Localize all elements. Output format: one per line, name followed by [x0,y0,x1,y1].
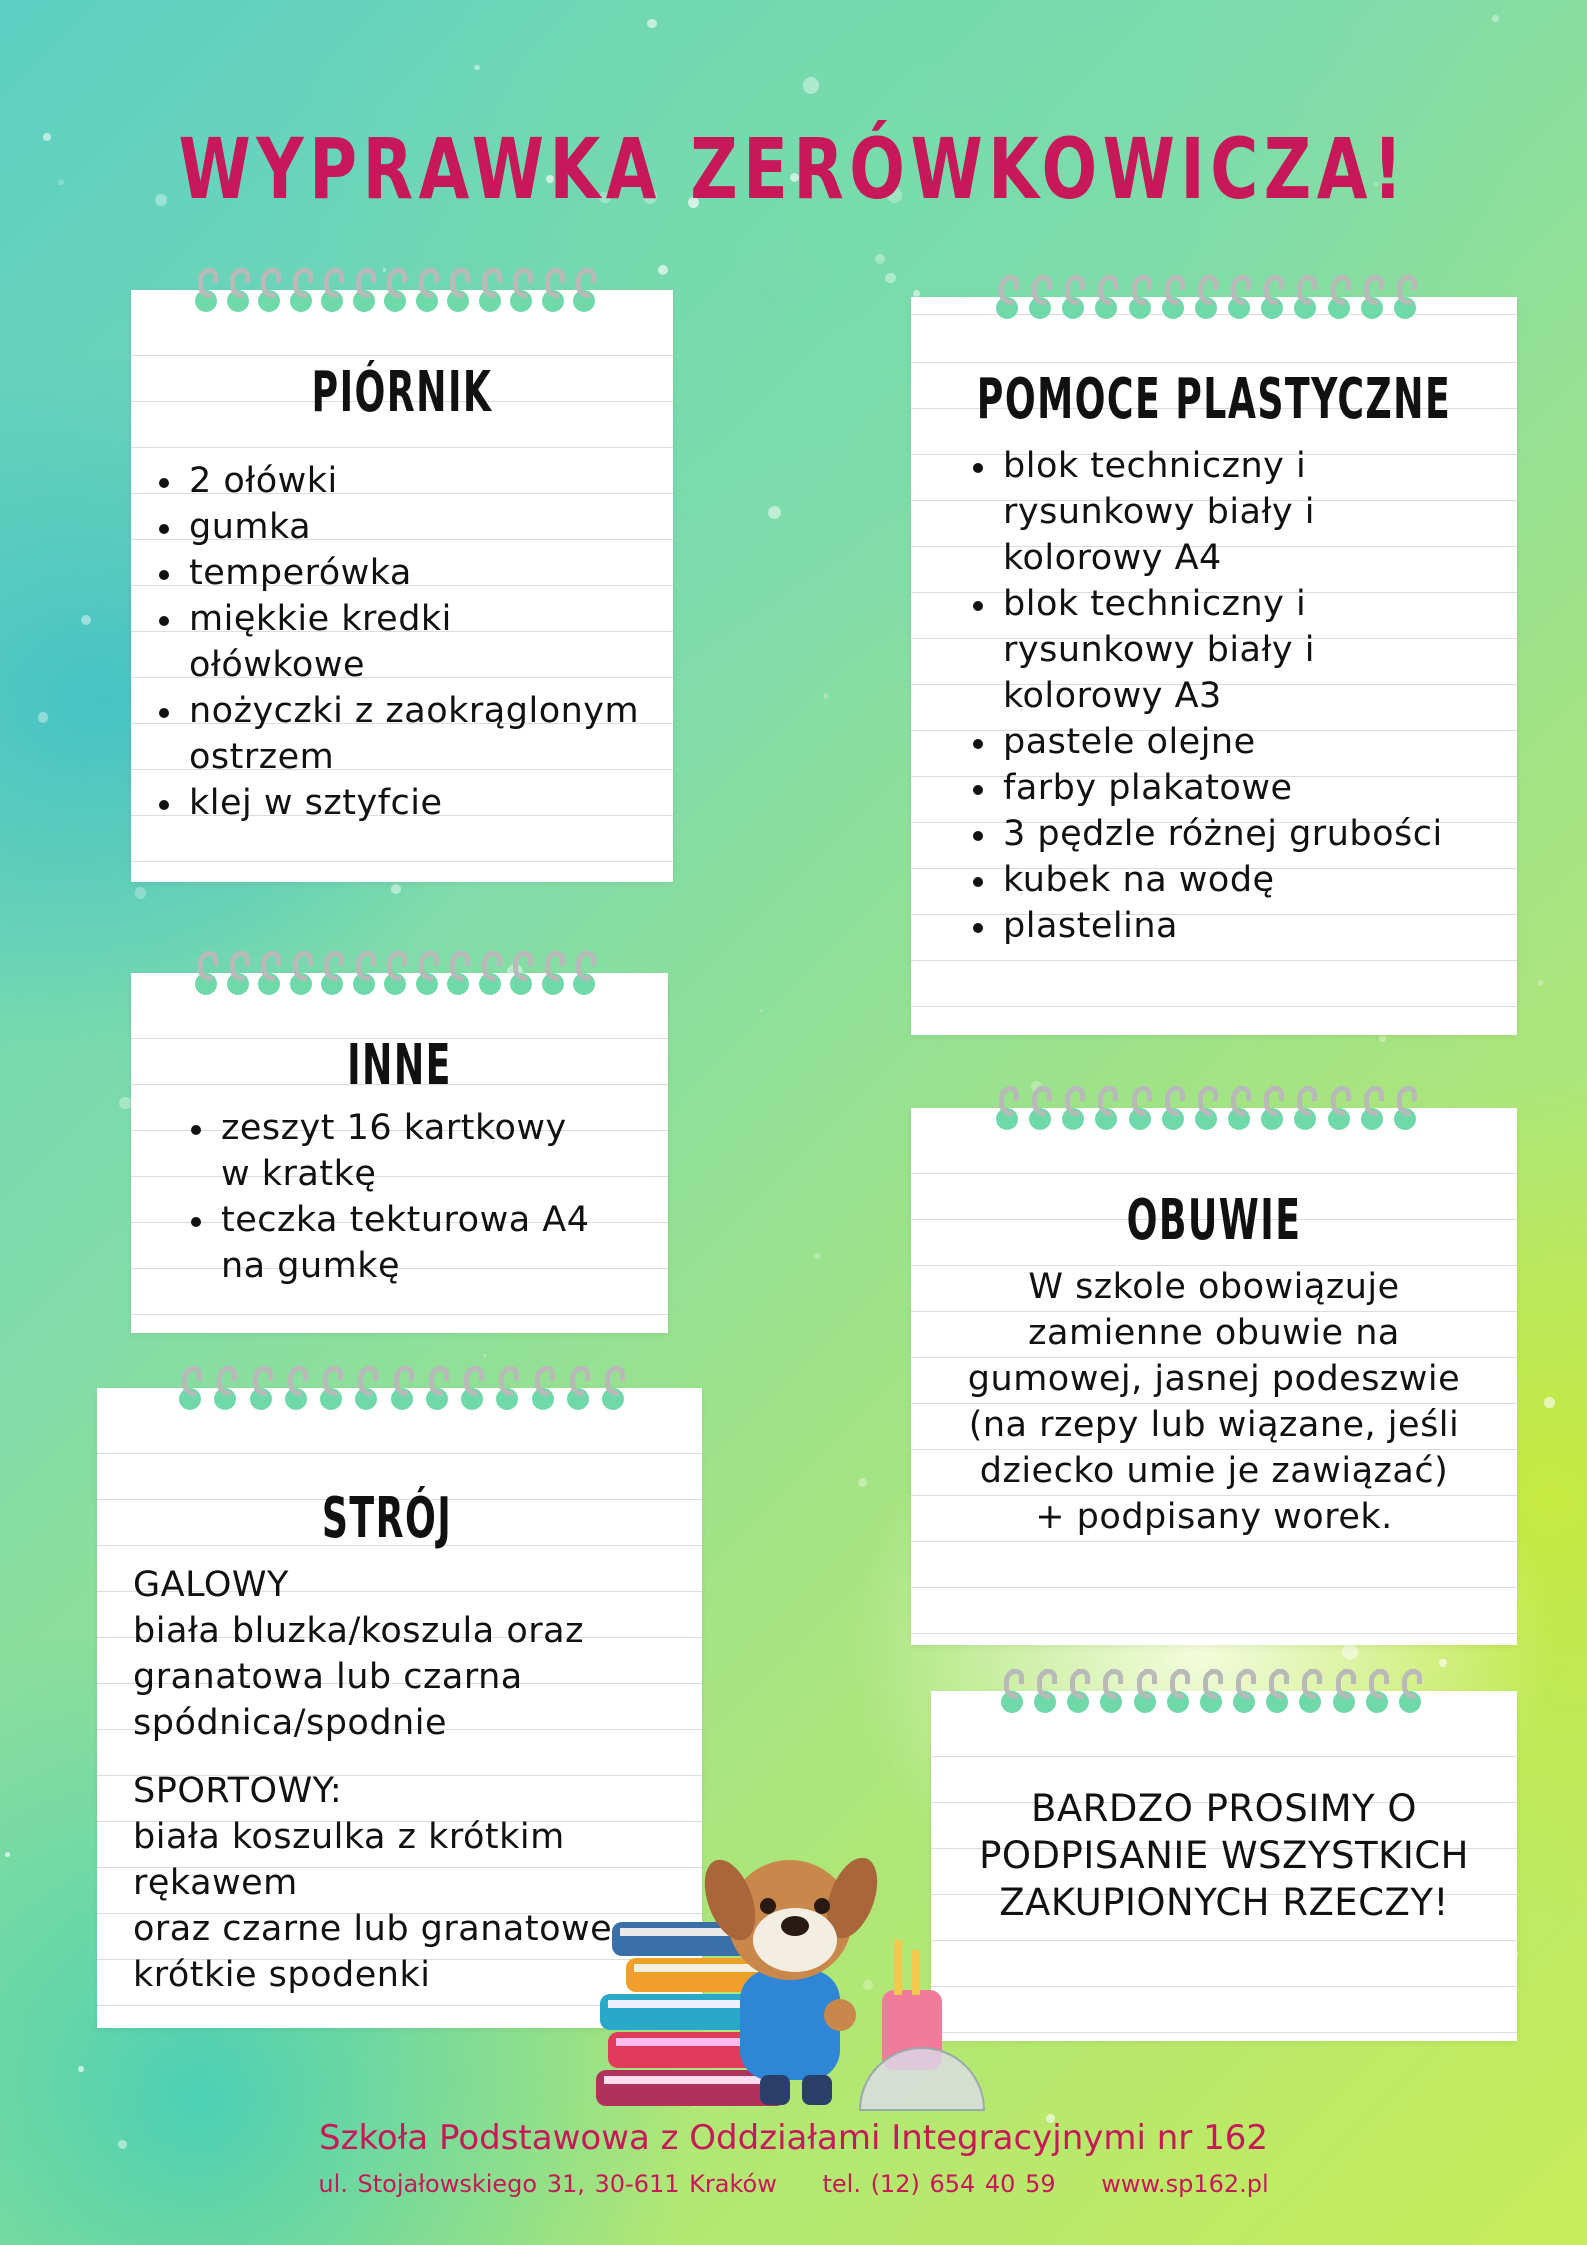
background-speck [78,2066,83,2071]
spiral-ring [1261,1086,1283,1130]
spiral-binding [1001,1669,1421,1713]
spiral-ring [1228,275,1250,319]
spiral-ring [479,268,501,312]
list-item: plastelina [969,903,1514,949]
spiral-ring [1361,1086,1383,1130]
spiral-ring [573,951,595,995]
spiral-ring [290,268,312,312]
spiral-binding [996,1086,1416,1130]
item-list [155,458,665,826]
card-heading: STRÓJ [321,1486,453,1551]
spiral-ring [1195,1086,1217,1130]
background-speck [1492,15,1499,22]
footer-school-name: Szkoła Podstawowa z Oddziałami Integracyjnymi nr 162 [319,2118,1268,2158]
background-speck [81,615,91,625]
spiral-ring [1029,1086,1051,1130]
galowy-label: GALOWY [133,1565,289,1605]
spiral-ring [214,1366,236,1410]
background-speck [1538,980,1543,985]
background-speck [119,1097,131,1109]
background-speck [1379,1036,1385,1042]
page-title: WYPRAWKA ZERÓWKOWICZA! [178,120,1409,218]
spiral-ring [1129,1086,1151,1130]
background-speck [875,254,885,264]
background-speck [474,65,480,71]
spiral-ring [496,1366,518,1410]
spiral-ring [510,951,532,995]
spiral-ring [250,1366,272,1410]
spiral-ring [195,951,217,995]
spiral-ring [285,1366,307,1410]
spiral-binding [179,1366,624,1410]
spiral-binding [195,268,595,312]
spiral-ring [195,268,217,312]
background-speck [1439,1659,1447,1667]
item-list [187,1105,607,1289]
spiral-ring [602,1366,624,1410]
background-speck [5,1852,10,1857]
spiral-ring [567,1366,589,1410]
spiral-ring [384,268,406,312]
spiral-ring [532,1366,554,1410]
spiral-ring [1361,275,1383,319]
spiral-ring [1162,275,1184,319]
spiral-ring [1062,1086,1084,1130]
background-speck [1544,1397,1555,1408]
spiral-ring [258,951,280,995]
list-item: klej w sztyfcie [155,780,665,826]
background-speck [658,265,668,275]
list-item: miękkie kredki ołówkowe [155,596,499,688]
list-item: temperówka [155,550,665,596]
footer-address: ul. Stojałowskiego 31, 30-611 Kraków [318,2170,777,2198]
spiral-ring [1129,275,1151,319]
spiral-ring [353,951,375,995]
spiral-ring [290,951,312,995]
request-text: BARDZO PROSIMY O PODPISANIE WSZYSTKICH ZAKUPIONYCH RZECZY! [979,1787,1469,1924]
spiral-ring [355,1366,377,1410]
background-speck [823,693,829,699]
spiral-ring [1261,275,1283,319]
spiral-ring [320,1366,342,1410]
card-heading: POMOCE PLASTYCZNE [976,367,1452,432]
sportowy-label: SPORTOWY: [133,1771,343,1811]
spiral-ring [1233,1669,1255,1713]
card-heading: INNE [347,1033,452,1098]
footer-phone: tel. (12) 654 40 59 [822,2170,1056,2198]
spiral-ring [996,1086,1018,1130]
spiral-ring [1034,1669,1056,1713]
spiral-ring [996,275,1018,319]
spiral-ring [416,268,438,312]
card-request [931,1691,1517,2041]
spiral-ring [227,951,249,995]
spiral-ring [479,951,501,995]
spiral-ring [227,268,249,312]
spiral-ring [447,951,469,995]
spiral-ring [447,268,469,312]
background-speck [858,1478,867,1487]
spiral-ring [461,1366,483,1410]
spiral-ring [1228,1086,1250,1130]
spiral-ring [391,1366,413,1410]
background-speck [768,506,781,519]
list-item: 2 ołówki [155,458,665,504]
background-speck [803,77,819,93]
spiral-binding [996,275,1416,319]
list-item: 3 pędzle różnej grubości [969,811,1514,857]
spiral-ring [1266,1669,1288,1713]
background-speck [814,1253,820,1259]
spiral-ring [1029,275,1051,319]
spiral-ring [353,268,375,312]
spiral-ring [1294,1086,1316,1130]
shoes-description: W szkole obowiązuje zamienne obuwie na gumowej, jasnej podeszwie (na rzepy lub wiązane, jeśli dziecko umie je zawiązać) + podpisany worek. [967,1267,1461,1537]
background-speck [391,884,401,894]
list-item: pastele olejne [969,719,1514,765]
spiral-ring [1062,275,1084,319]
sportowy-description: biała koszulka z krótkim rękawem [133,1817,565,1903]
galowy-description: biała bluzka/koszula oraz granatowa lub czarna spódnica/spodnie [133,1611,584,1743]
spiral-ring [1394,275,1416,319]
item-list [969,443,1514,949]
spiral-ring [1399,1669,1421,1713]
card-heading: OBUWIE [1126,1188,1302,1253]
spiral-ring [1366,1669,1388,1713]
background-speck [760,1009,763,1012]
list-item: gumka [155,504,665,550]
background-speck [58,180,63,185]
card-obuwie [911,1108,1517,1645]
spiral-ring [1001,1669,1023,1713]
spiral-ring [1328,1086,1350,1130]
spiral-ring [321,951,343,995]
footer-contact [0,2170,1587,2198]
spiral-ring [321,268,343,312]
spiral-ring [573,268,595,312]
footer-website[interactable]: www.sp162.pl [1101,2170,1269,2198]
spiral-ring [1095,275,1117,319]
spiral-ring [1299,1669,1321,1713]
spiral-ring [542,268,564,312]
background-speck [647,19,657,29]
card-piornik [131,290,673,882]
card-pomoce-plastyczne [911,297,1517,1035]
spiral-ring [1095,1086,1117,1130]
spiral-ring [1134,1669,1156,1713]
list-item: zeszyt 16 kartkowy w kratkę [187,1105,601,1197]
spiral-ring [510,268,532,312]
spiral-ring [1162,1086,1184,1130]
card-inne [131,973,668,1333]
list-item: farby plakatowe [969,765,1514,811]
spiral-ring [1195,275,1217,319]
list-item: nożyczki z zaokrąglonym ostrzem [155,688,669,780]
spiral-binding [195,951,595,995]
background-speck [885,273,896,284]
spiral-ring [384,951,406,995]
background-speck [1342,1644,1358,1660]
spiral-ring [1394,1086,1416,1130]
spiral-ring [1100,1669,1122,1713]
list-item: blok techniczny i rysunkowy biały i kolorowy A3 [969,581,1343,719]
dog-mascot-with-books-illustration [590,1840,990,2120]
spiral-ring [1333,1669,1355,1713]
spiral-ring [1200,1669,1222,1713]
list-item: blok techniczny i rysunkowy biały i kolorowy A4 [969,443,1343,581]
spiral-ring [542,951,564,995]
spiral-ring [426,1366,448,1410]
list-item: kubek na wodę [969,857,1514,903]
list-item: teczka tekturowa A4 na gumkę [187,1197,601,1289]
background-speck [155,194,167,206]
spiral-ring [1167,1669,1189,1713]
sportowy-description-2: oraz czarne lub granatowe krótkie spodenki [133,1909,613,1995]
background-speck [913,290,920,297]
spiral-ring [258,268,280,312]
background-speck [135,887,147,899]
background-speck [483,1354,486,1357]
spiral-ring [1328,275,1350,319]
spiral-ring [1067,1669,1089,1713]
spiral-ring [1294,275,1316,319]
background-speck [43,133,51,141]
background-speck [38,712,49,723]
spiral-ring [179,1366,201,1410]
card-heading: PIÓRNIK [311,360,493,425]
spiral-ring [416,951,438,995]
